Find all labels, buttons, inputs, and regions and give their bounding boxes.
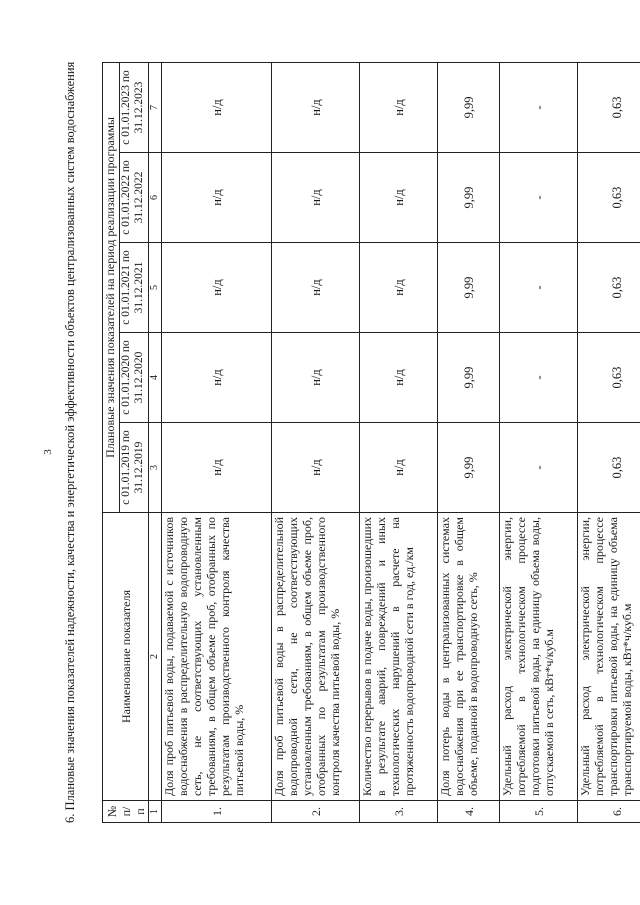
indicator-value: н/д: [360, 243, 438, 333]
table-row: [578, 62, 640, 822]
row-number: 5.: [500, 801, 578, 823]
row-number: 2.: [272, 801, 360, 823]
column-number: 5: [149, 243, 162, 333]
indicator-value: 0,63: [578, 243, 640, 333]
header-year: с 01.01.2022 по 31.12.2022: [120, 153, 149, 243]
column-number: 2: [149, 513, 162, 801]
indicator-value: н/д: [162, 153, 272, 243]
indicator-name: Доля потерь воды в централизованных системах водоснабжения при ее транспортировке в общем объеме, поданной в водопроводную сеть, %: [438, 513, 500, 801]
table-row: [360, 62, 438, 822]
column-number: 3: [149, 423, 162, 513]
indicator-value: -: [500, 62, 578, 152]
table-row: [272, 62, 360, 822]
indicator-value: н/д: [162, 243, 272, 333]
indicator-value: н/д: [162, 62, 272, 152]
row-number: 1.: [162, 801, 272, 823]
indicator-value: 9,99: [438, 153, 500, 243]
indicator-name: Удельный расход электрической энергии, потребляемой в технологическом процессе транспортировки питьевой воды, на единицу объема транспортируемой воды, кВт*ч/куб.м: [578, 513, 640, 801]
indicator-value: 9,99: [438, 62, 500, 152]
indicator-value: н/д: [360, 62, 438, 152]
column-number: 7: [149, 62, 162, 152]
header-year: с 01.01.2020 по 31.12.2020: [120, 333, 149, 423]
header-year: с 01.01.2021 по 31.12.2021: [120, 243, 149, 333]
page-number: 3: [42, 449, 54, 455]
indicator-value: 0,63: [578, 333, 640, 423]
indicator-name: Доля проб питьевой воды, подаваемой с источников водоснабжения в распределительную водопроводную сеть, не соответствующих установленным требованиям, в общем объеме проб, отобранных по результатам производственного контроля качества питьевой воды, %: [162, 513, 272, 801]
indicator-value: н/д: [360, 153, 438, 243]
table-row: [438, 62, 500, 822]
indicator-value: н/д: [272, 333, 360, 423]
indicator-value: н/д: [162, 423, 272, 513]
indicator-value: -: [500, 243, 578, 333]
indicator-value: н/д: [272, 423, 360, 513]
indicator-name: Количество перерывов в подаче воды, произошедших в результате аварий, повреждений и иных технологических нарушений в расчете на протяженность водопроводной сети в год, ед./км: [360, 513, 438, 801]
indicator-value: 9,99: [438, 243, 500, 333]
indicator-value: -: [500, 423, 578, 513]
indicator-value: н/д: [162, 333, 272, 423]
header-period: Плановые значения показателей на период реализации программы: [103, 62, 120, 512]
column-number: 4: [149, 333, 162, 423]
indicators-table: [102, 62, 640, 823]
indicator-value: 0,63: [578, 423, 640, 513]
indicator-name: Доля проб питьевой воды в распределительной водопроводной сети, не соответствующих установленным требованиям, в общем объеме проб, отобранных по результатам производственного контроля качества питьевой воды, %: [272, 513, 360, 801]
header-name: Наименование показателя: [103, 513, 149, 801]
section-heading: 6. Плановые значения показателей надежности, качества и энергетической эффективности объектов централизованных систем водоснабжения: [63, 61, 77, 823]
indicator-name: Удельный расход электрической энергии, потребляемой в технологическом процессе подготовки питьевой воды, на единицу объема воды, отпускаемой в сеть, кВт*ч/куб.м: [500, 513, 578, 801]
indicator-value: н/д: [360, 333, 438, 423]
row-number: 3.: [360, 801, 438, 823]
rotated-page-content: [62, 23, 634, 823]
indicator-value: -: [500, 333, 578, 423]
indicator-value: 9,99: [438, 423, 500, 513]
indicator-value: 0,63: [578, 62, 640, 152]
column-number: 6: [149, 153, 162, 243]
table-row: [500, 62, 578, 822]
indicator-value: 9,99: [438, 333, 500, 423]
indicator-value: 0,63: [578, 153, 640, 243]
table-row: [162, 62, 272, 822]
row-number: 4.: [438, 801, 500, 823]
indicator-value: -: [500, 153, 578, 243]
header-year: с 01.01.2023 по 31.12.2023: [120, 62, 149, 152]
indicator-value: н/д: [360, 423, 438, 513]
header-year: с 01.01.2019 по 31.12.2019: [120, 423, 149, 513]
row-number: 6.: [578, 801, 640, 823]
header-num: № п/п: [103, 801, 149, 823]
indicator-value: н/д: [272, 153, 360, 243]
column-number: 1: [149, 801, 162, 823]
indicator-value: н/д: [272, 62, 360, 152]
indicator-value: н/д: [272, 243, 360, 333]
